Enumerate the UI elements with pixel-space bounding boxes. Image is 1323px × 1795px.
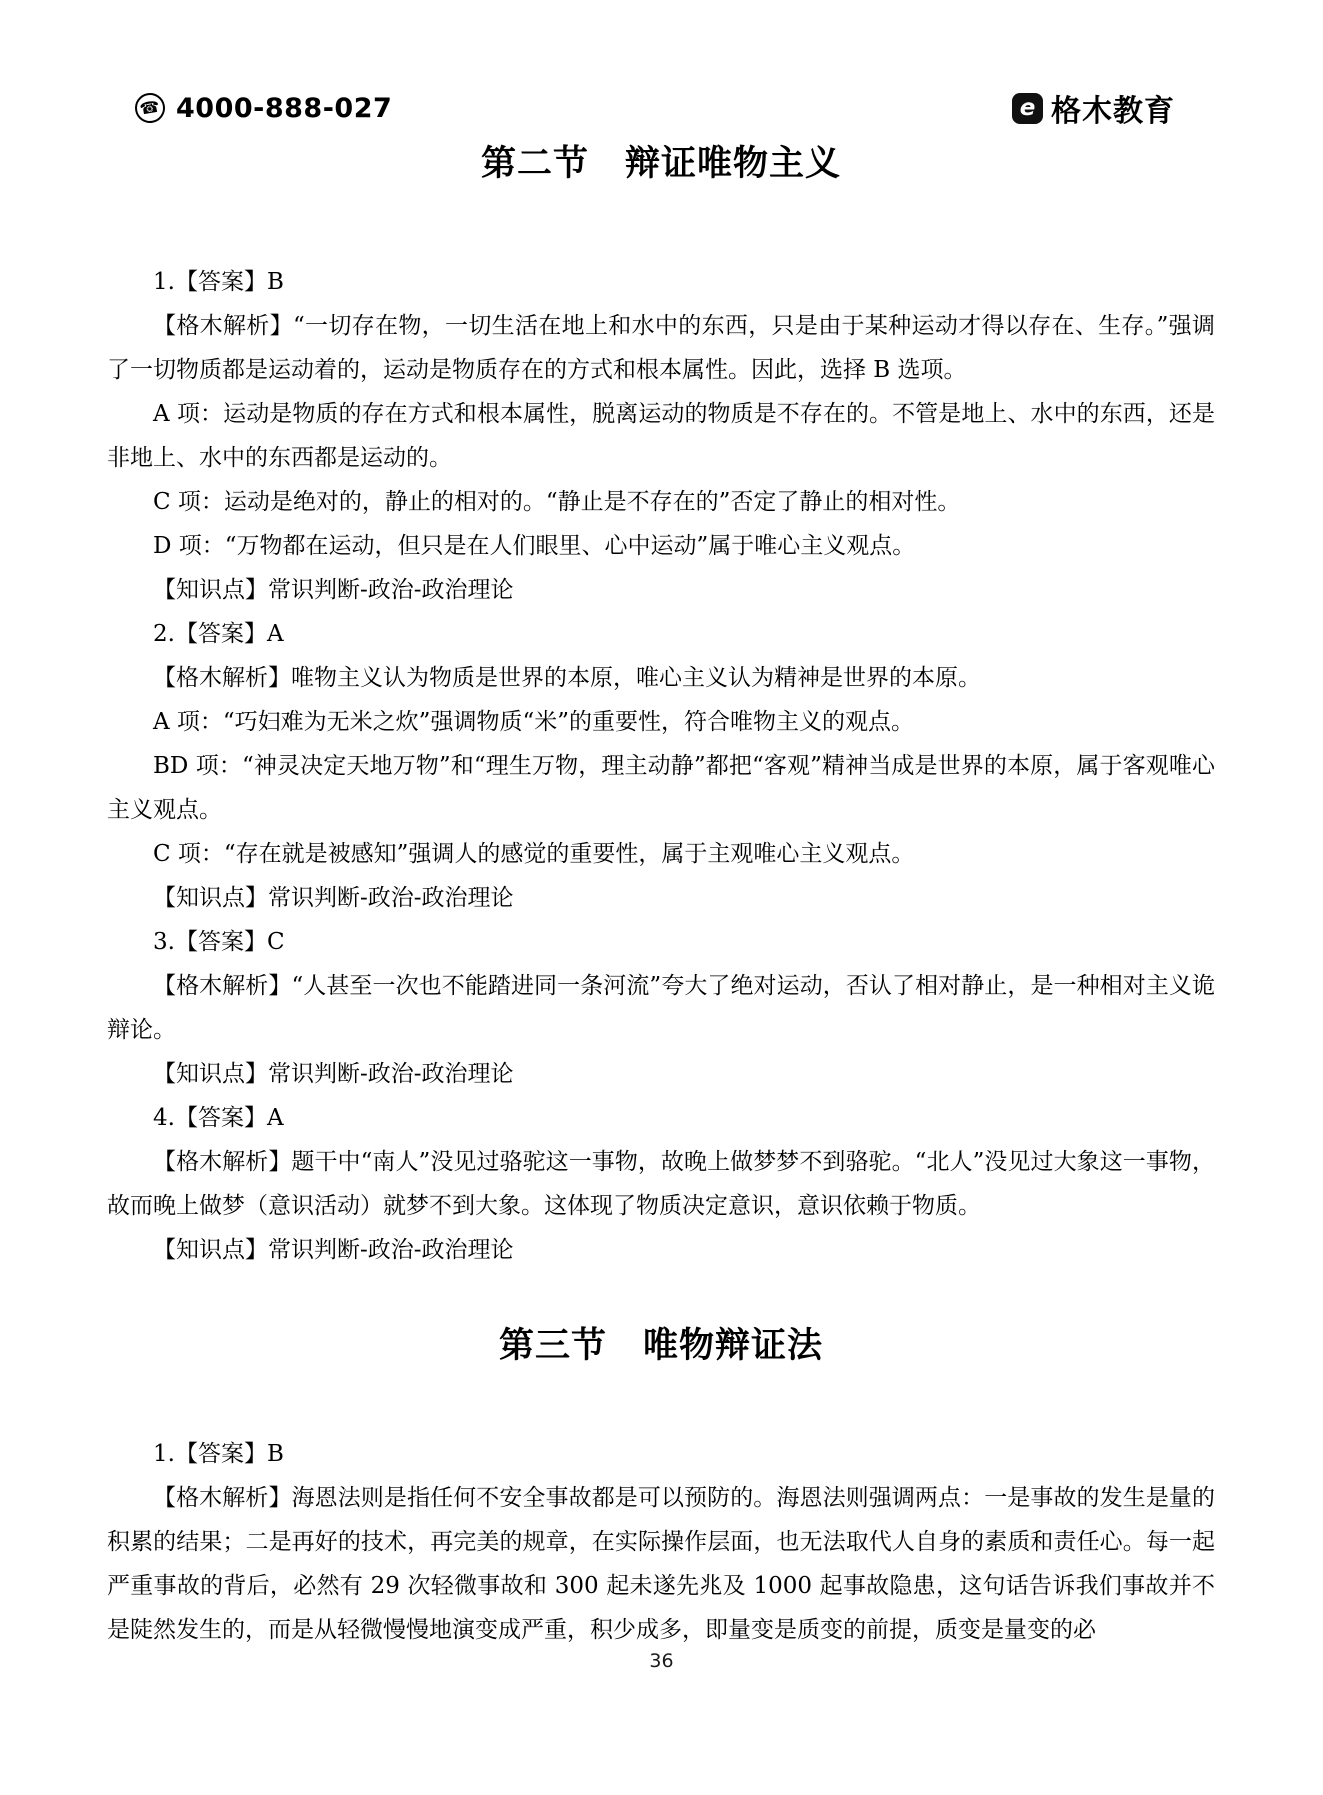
- section: [107, 1322, 1215, 1652]
- page-number: 36: [649, 1650, 674, 1672]
- paragraph: C 项：“存在就是被感知”强调人的感觉的重要性，属于主观唯心主义观点。: [153, 841, 915, 867]
- section: [107, 140, 1215, 1272]
- paragraph: 【知识点】常识判断-政治-政治理论: [153, 577, 514, 603]
- paragraph: A 项：运动是物质的存在方式和根本属性，脱离运动的物质是不存在的。不管是地上、水中的东西，还是非地上、水中的东西都是运动的。: [107, 401, 1215, 471]
- paragraph: 4.【答案】A: [153, 1105, 284, 1131]
- page-footer: [0, 1650, 1323, 1672]
- paragraph: 2.【答案】A: [153, 621, 284, 647]
- paragraph: 【格木解析】海恩法则是指任何不安全事故都是可以预防的。海恩法则强调两点：一是事故的发生是量的积累的结果；二是再好的技术，再完美的规章，在实际操作层面，也无法取代人自身的素质和责任心。每一起严重事故的背后，必然有 29 次轻微事故和 300 起未遂先兆及 1000 起事故隐患，这句话告诉我们事故并不是陡然发生的，而是从轻微慢慢地演变成严重，积少成多，即量变是质变的前提，质变是量变的必: [107, 1485, 1215, 1643]
- phone-number: 4000-888-027: [176, 92, 393, 124]
- paragraph: 1.【答案】B: [153, 1441, 284, 1467]
- paragraph: 3.【答案】C: [153, 929, 285, 955]
- telephone-icon: ☎: [133, 91, 168, 126]
- paragraph: 【知识点】常识判断-政治-政治理论: [153, 885, 514, 911]
- paragraph: 【知识点】常识判断-政治-政治理论: [153, 1237, 514, 1263]
- section-title: 第三节 唯物辩证法: [498, 1325, 823, 1366]
- brand-logo-icon: e: [1012, 93, 1043, 124]
- paragraph: A 项：“巧妇难为无米之炊”强调物质“米”的重要性，符合唯物主义的观点。: [153, 709, 914, 735]
- paragraph: 【格木解析】“人甚至一次也不能踏进同一条河流”夸大了绝对运动，否认了相对静止，是一种相对主义诡辩论。: [107, 973, 1215, 1043]
- paragraph: D 项：“万物都在运动，但只是在人们眼里、心中运动”属于唯心主义观点。: [153, 533, 916, 559]
- paragraph: 【格木解析】题干中“南人”没见过骆驼这一事物，故晚上做梦梦不到骆驼。“北人”没见过大象这一事物，故而晚上做梦（意识活动）就梦不到大象。这体现了物质决定意识，意识依赖于物质。: [107, 1149, 1215, 1219]
- paragraph: 【格木解析】“一切存在物，一切生活在地上和水中的东西，只是由于某种运动才得以存在、生存。”强调了一切物质都是运动着的，运动是物质存在的方式和根本属性。因此，选择 B 选项。: [107, 313, 1215, 383]
- paragraph: 【知识点】常识判断-政治-政治理论: [153, 1061, 514, 1087]
- paragraph: 1.【答案】B: [153, 269, 284, 295]
- brand-name: 格木教育: [1051, 94, 1175, 129]
- section-title: 第二节 辩证唯物主义: [480, 143, 841, 184]
- paragraph: 【格木解析】唯物主义认为物质是世界的本原，唯心主义认为精神是世界的本原。: [153, 665, 981, 691]
- paragraph: BD 项：“神灵决定天地万物”和“理生万物，理主动静”都把“客观”精神当成是世界的本原，属于客观唯心主义观点。: [107, 753, 1215, 823]
- paragraph: C 项：运动是绝对的，静止的相对的。“静止是不存在的”否定了静止的相对性。: [153, 489, 961, 515]
